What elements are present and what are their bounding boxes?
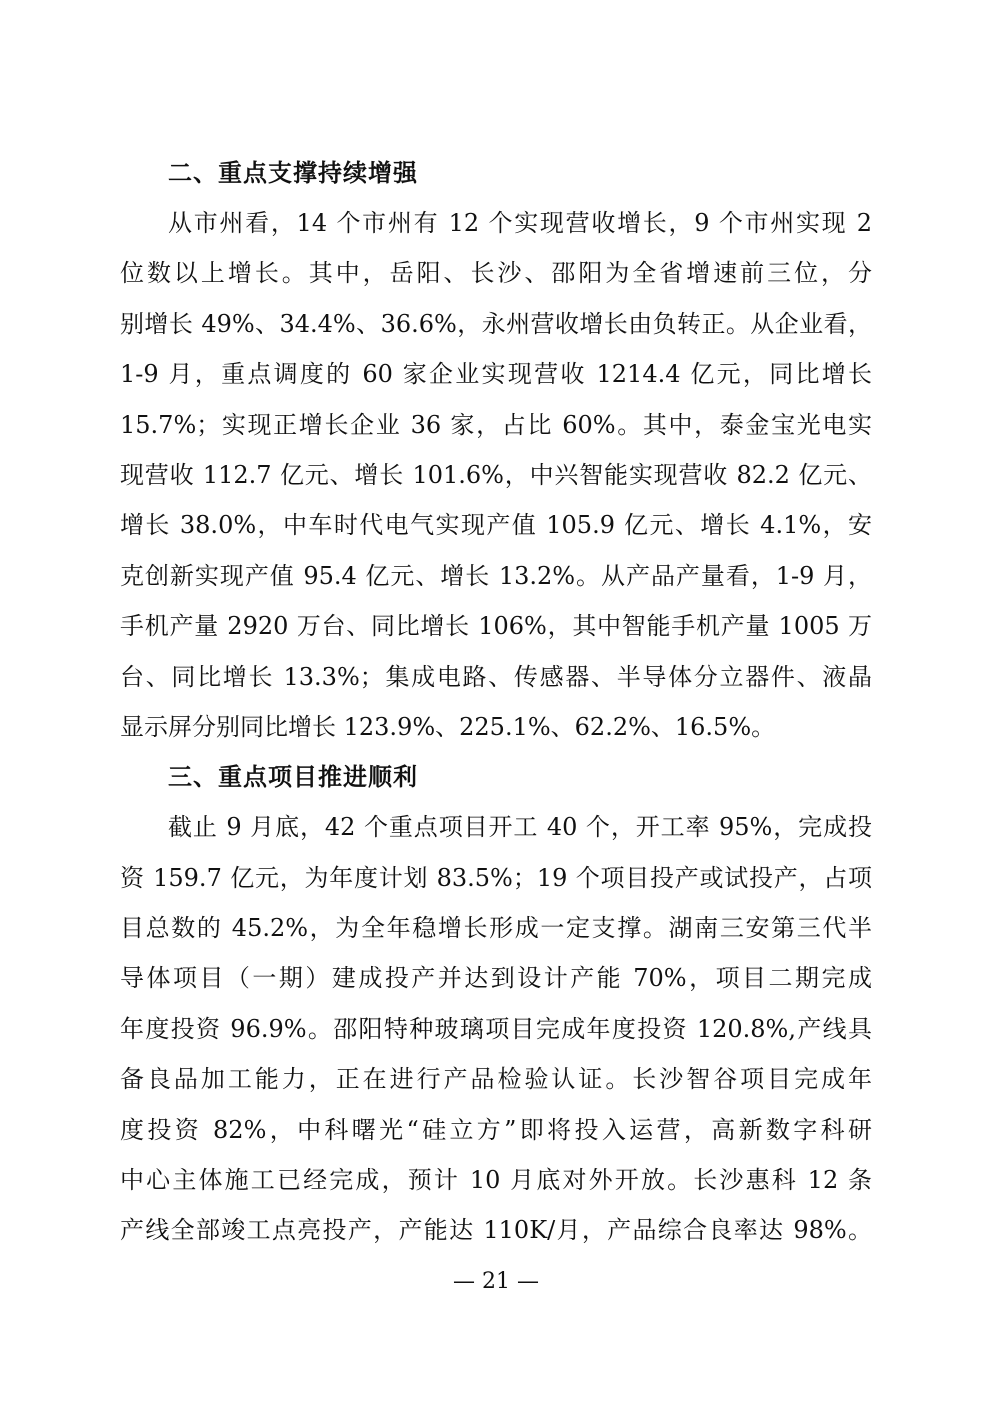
text-line: 现营收 112.7 亿元、增长 101.6%，中兴智能实现营收 82.2 亿元、 xyxy=(120,460,872,489)
document-body xyxy=(120,148,872,1256)
text-line: 目总数的 45.2%，为全年稳增长形成一定支撑。湖南三安第三代半 xyxy=(120,914,872,943)
text-line: 增长 38.0%，中车时代电气实现产值 105.9 亿元、增长 4.1%，安 xyxy=(120,511,872,540)
text-line: 备良品加工能力，正在进行产品检验认证。长沙智谷项目完成年 xyxy=(120,1065,872,1094)
text-line: 产线全部竣工点亮投产，产能达 110K/月，产品综合良率达 98%。 xyxy=(120,1216,872,1245)
text-line: 位数以上增长。其中，岳阳、长沙、邵阳为全省增速前三位，分 xyxy=(120,259,872,288)
paragraph xyxy=(120,802,872,1256)
text-line: 台、同比增长 13.3%；集成电路、传感器、半导体分立器件、液晶 xyxy=(120,662,872,691)
text-line: 15.7%；实现正增长企业 36 家，占比 60%。其中，泰金宝光电实 xyxy=(120,410,872,439)
section-heading: 三、重点项目推进顺利 xyxy=(168,763,418,792)
text-line: 手机产量 2920 万台、同比增长 106%，其中智能手机产量 1005 万 xyxy=(120,612,872,641)
section-key-projects xyxy=(120,752,872,1256)
text-line: 中心主体施工已经完成，预计 10 月底对外开放。长沙惠科 12 条 xyxy=(120,1166,872,1195)
text-line: 资 159.7 亿元，为年度计划 83.5%；19 个项目投产或试投产，占项 xyxy=(120,863,872,892)
text-line: 截止 9 月底，42 个重点项目开工 40 个，开工率 95%，完成投 xyxy=(168,813,872,842)
page-number: — 21 — xyxy=(453,1269,539,1294)
text-line: 显示屏分别同比增长 123.9%、225.1%、62.2%、16.5%。 xyxy=(120,712,776,741)
text-line: 从市州看，14 个市州有 12 个实现营收增长，9 个市州实现 2 xyxy=(168,209,872,237)
text-line: 别增长 49%、34.4%、36.6%，永州营收增长由负转正。从企业看， xyxy=(120,309,872,338)
paragraph xyxy=(120,198,872,752)
text-line: 克创新实现产值 95.4 亿元、增长 13.2%。从产品产量看，1-9 月， xyxy=(120,561,872,590)
section-heading: 二、重点支撑持续增强 xyxy=(168,159,418,187)
text-line: 度投资 82%，中科曙光“硅立方”即将投入运营，高新数字科研 xyxy=(120,1115,872,1144)
text-line: 年度投资 96.9%。邵阳特种玻璃项目完成年度投资 120.8%,产线具 xyxy=(120,1014,872,1043)
text-line: 导体项目（一期）建成投产并达到设计产能 70%，项目二期完成 xyxy=(120,964,872,993)
text-line: 1-9 月，重点调度的 60 家企业实现营收 1214.4 亿元，同比增长 xyxy=(120,360,872,389)
section-key-support xyxy=(120,148,872,752)
